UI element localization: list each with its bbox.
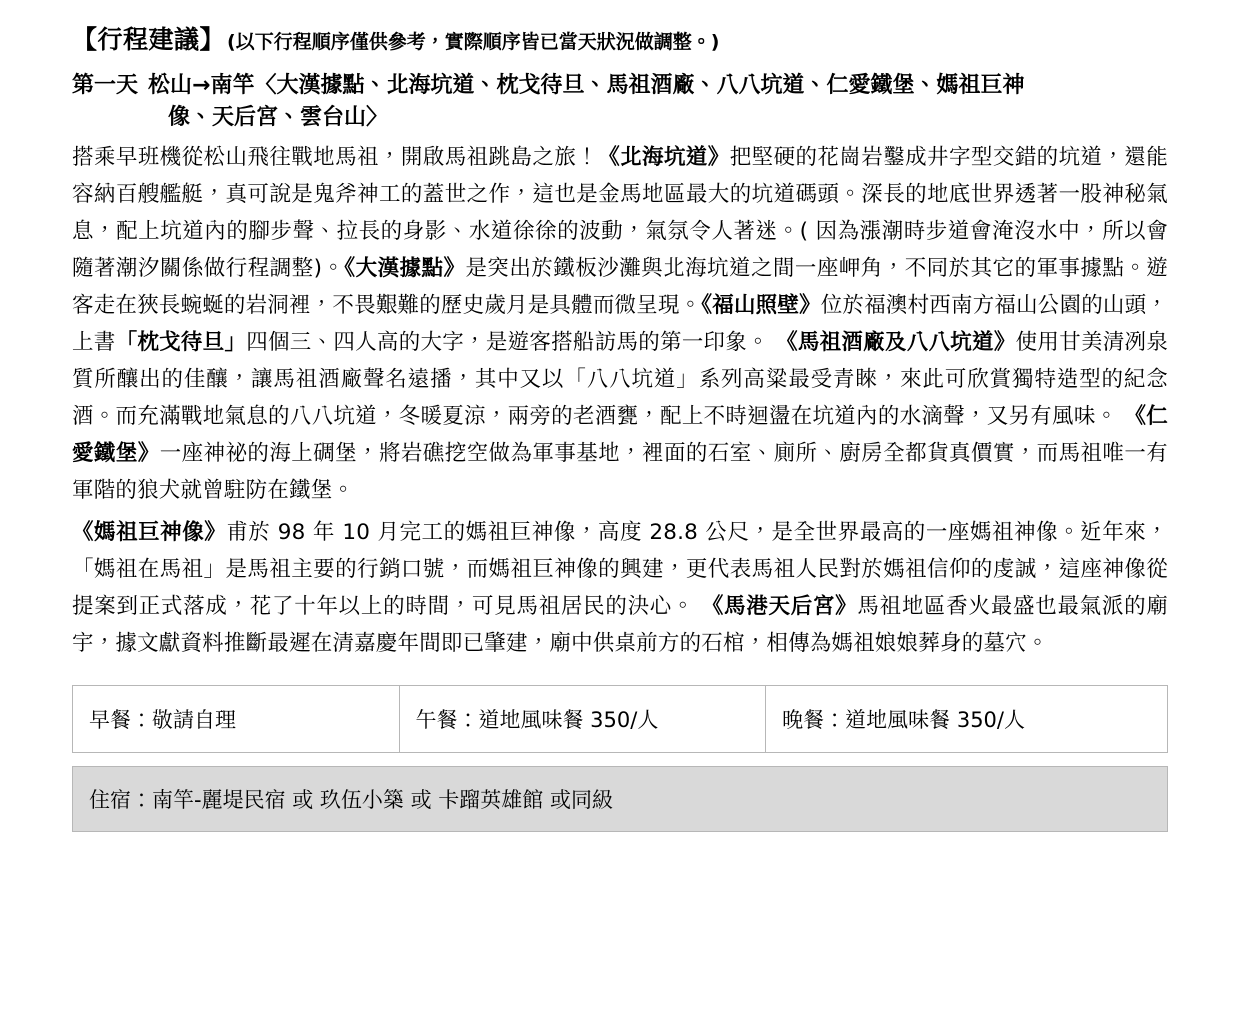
day-route-line2: 像、天后宮、雲台山〉 [168,104,389,130]
meals-table [72,685,1168,753]
meal-lunch: 午餐：道地風味餐 350/人 [399,686,766,753]
itinerary-paragraph-2: 《媽祖巨神像》甫於 98 年 10 月完工的媽祖巨神像，高度 28.8 公尺，是全世界最高的一座媽祖神像。近年來，「媽祖在馬祖」是馬祖主要的行銷口號，而媽祖巨神像的興建，更代表馬祖人民對於媽祖信仰的虔誠，這座神像從提案到正式落成，花了十年以上的時間，可見馬祖居民的決心。 《馬港天后宮》馬祖地區香火最盛也最氣派的廟宇，據文獻資料推斷最遲在清嘉慶年間即已肇建，廟中供桌前方的石棺，相傳為媽祖娘娘葬身的墓穴。 [72,520,1168,657]
day-title [72,70,1168,134]
day-label: 第一天 [72,73,139,98]
heading-note: (以下行程順序僅供參考，實際順序皆已當天狀況做調整。) [227,31,720,53]
meal-dinner: 晚餐：道地風味餐 350/人 [766,686,1168,753]
day-route-line1: 松山→南竿〈大漢據點、北海坑道、枕戈待旦、馬祖酒廠、八八坑道、仁愛鐵堡、媽祖巨神 [148,73,1025,98]
lodging-row [72,766,1168,832]
table-row [73,686,1168,753]
meal-breakfast: 早餐：敬請自理 [73,686,400,753]
lodging-text: 住宿：南竿-麗堤民宿 或 玖伍小築 或 卡蹓英雄館 或同級 [89,788,613,813]
document-heading [72,20,1168,56]
heading-title: 【行程建議】 [72,25,226,54]
itinerary-paragraph-1: 搭乘早班機從松山飛往戰地馬祖，開啟馬祖跳島之旅！《北海坑道》把堅硬的花崗岩鑿成井字型交錯的坑道，還能容納百艘艦艇，真可說是鬼斧神工的蓋世之作，這也是金馬地區最大的坑道碼頭。深長的地底世界透著一股神秘氣息，配上坑道內的腳步聲、拉長的身影、水道徐徐的波動，氣氛令人著迷。( 因為漲潮時步道會淹沒水中，所以會隨著潮汐關係做行程調整)。《大漢據點》是突出於鐵板沙灘與北海坑道之間一座岬角，不同於其它的軍事據點。遊客走在狹長蜿蜒的岩洞裡，不畏艱難的歷史歲月是具體而微呈現。《福山照壁》位於福澳村西南方福山公園的山頭，上書「枕戈待旦」四個三、四人高的大字，是遊客搭船訪馬的第一印象。 《馬祖酒廠及八八坑道》使用甘美清冽泉質所釀出的佳釀，讓馬祖酒廠聲名遠播，其中又以「八八坑道」系列高粱最受青睞，來此可欣賞獨特造型的紀念酒。而充滿戰地氣息的八八坑道，冬暖夏涼，兩旁的老酒甕，配上不時迴盪在坑道內的水滴聲，又另有風味。 《仁愛鐵堡》一座神祕的海上碉堡，將岩礁挖空做為軍事基地，裡面的石室、廁所、廚房全都貨真價實，而馬祖唯一有軍階的狼犬就曾駐防在鐵堡。 [72,144,1169,503]
